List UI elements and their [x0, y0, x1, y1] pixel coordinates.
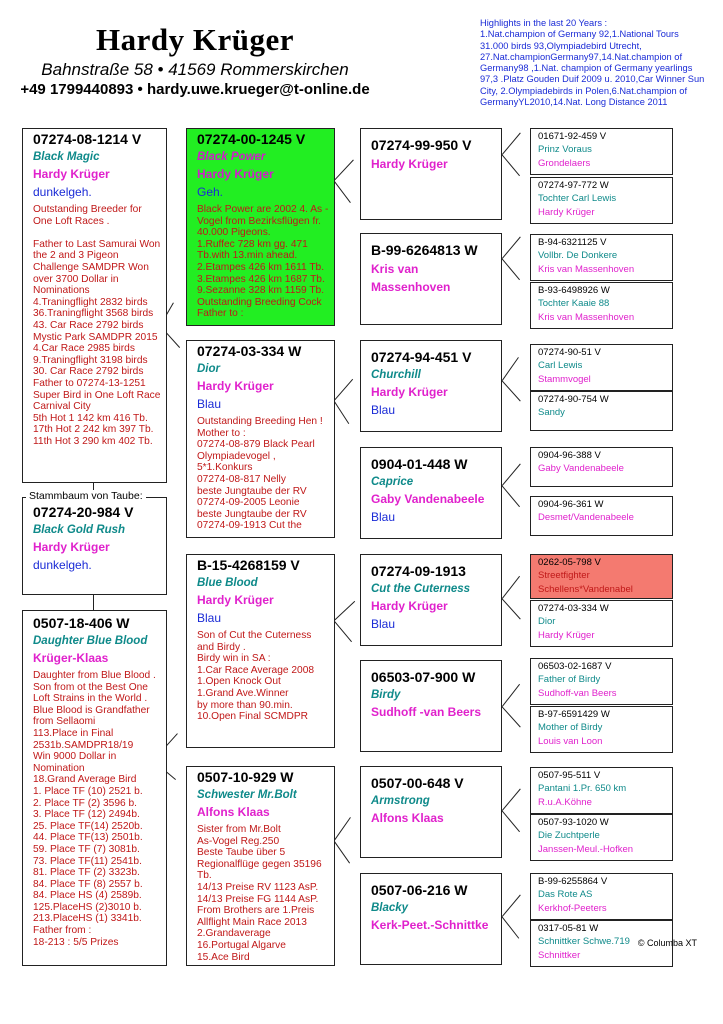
pigeon-name: Dior: [197, 363, 220, 375]
connector-line: [501, 258, 520, 280]
owner-name: Kerkhof-Peeters: [538, 903, 607, 914]
pedigree-card-fm[interactable]: [186, 340, 335, 538]
ring-number: 0904-01-448 W: [371, 456, 468, 472]
owner-name: Schellens*Vandenabel: [538, 584, 633, 595]
ring-number: B-93-6498926 W: [538, 285, 610, 296]
pedigree-card-gen4[interactable]: [530, 128, 673, 175]
pigeon-name: Carl Lewis: [538, 360, 583, 371]
owner-name: Hardy Krüger: [371, 385, 448, 399]
owner-name: Hardy Krüger: [538, 207, 595, 218]
connector-line: [333, 840, 350, 864]
ring-number: B-99-6255864 V: [538, 876, 608, 887]
connector-line: [501, 810, 520, 832]
ring-number: B-94-6321125 V: [538, 237, 607, 248]
ring-number: 0262-05-798 V: [538, 557, 601, 568]
pigeon-description: Daughter from Blue Blood . Son from ot the Best One Loft Strains in the World . Blue Blood is Grandfather from Sellaomi 113.Place in Final 2531b.SAMDPR18/19 Win 9000 Dollar in Nomination 18.Grand Average Bird 1. Place TF (10) 2521 b. 2. Place TF (2) 3596 b. 3. Place TF (12) 2494b. 25. Place TF(14) 2520b. 44. Place TF(13) 2501b. 59. Place TF (7) 3081b. 73. Place TF(11) 2541b. 81. Place TF (2) 3323b. 84. Place TF (8) 2557 b. 84. Place HS (4) 2589b. 125.PlaceHS (2)3010 b. 213.PlaceHS (1) 3341b. Father from : 18-213 : 5/5 Prizes: [33, 670, 156, 948]
pedigree-card-mother[interactable]: [22, 610, 167, 966]
breeder-contact: +49 1799440893 • hardy.uwe.krueger@t-online.de: [20, 81, 370, 98]
pigeon-name: Churchill: [371, 369, 421, 381]
connector-line: [501, 916, 519, 939]
pedigree-card-gen4[interactable]: [530, 177, 673, 224]
ring-number: 07274-20-984 V: [33, 504, 134, 520]
ring-number: 0507-00-648 V: [371, 775, 464, 791]
connector-line: [502, 684, 520, 707]
owner-name: Desmet/Vandenabeele: [538, 512, 634, 523]
owner-name: Hardy Krüger: [371, 157, 448, 171]
copyright-text: © Columba XT: [637, 938, 697, 948]
pigeon-color: Blau: [371, 510, 396, 524]
pedigree-card-gen4[interactable]: [530, 282, 673, 329]
connector-line: [502, 464, 521, 486]
pigeon-name: Blue Blood: [197, 577, 258, 589]
pigeon-name: Father of Birdy: [538, 674, 601, 685]
owner-name: Janssen-Meul.-Hofken: [538, 844, 634, 855]
pigeon-name: Black Magic: [33, 151, 100, 163]
connector-line: [502, 789, 521, 811]
owner-name: Hardy Krüger: [197, 167, 274, 181]
owner-name: Krüger-Klaas: [33, 651, 109, 665]
pigeon-description: Outstanding Breeding Hen ! Mother to : 07274-08-879 Black Pearl Olympiadevogel , 5*1.Konkurs 07274-08-817 Nelly beste Jungtaube der RV 07274-09-2005 Leonie beste Jungtaube der RV 07274-09-1913 Cut the: [197, 416, 323, 532]
pedigree-card-gen3[interactable]: [360, 873, 502, 965]
pedigree-card-gen4[interactable]: [530, 814, 673, 861]
pigeon-name: Black Gold Rush: [33, 524, 126, 536]
owner-name: Kris van Massenhoven: [538, 312, 635, 323]
pigeon-name: Daughter Blue Blood: [33, 635, 148, 647]
connector-line: [333, 400, 349, 424]
pedigree-card-gen4[interactable]: [530, 234, 673, 281]
owner-name: Gaby Vandenabeele: [538, 463, 624, 474]
ring-number: 06503-07-900 W: [371, 669, 476, 685]
ring-number: 0507-06-216 W: [371, 882, 468, 898]
ring-number: 07274-99-950 V: [371, 137, 472, 153]
owner-name: Kris van Massenhoven: [371, 262, 451, 294]
ring-number: 06503-02-1687 V: [538, 661, 612, 672]
connector-line: [334, 160, 354, 181]
owner-name: Hardy Krüger: [197, 379, 274, 393]
pigeon-name: Black Power: [197, 151, 266, 163]
pigeon-color: Blau: [371, 617, 396, 631]
ring-number: 0904-96-388 V: [538, 450, 601, 461]
breeder-name-title: Hardy Krüger: [96, 22, 294, 57]
pigeon-description: Sister from Mr.Bolt As-Vogel Reg.250 Beste Taube über 5 Regionalflüge gegen 35196 Tb. 14/13 Preise RV 1123 AsP. 14/13 Preise FG 1144 AsP. From Brothers are 1.Preis Allflight Main Race 2013 2.Grandaverage 16.Portugal Algarve 15.Ace Bird: [197, 824, 322, 963]
owner-name: Hardy Krüger: [33, 540, 110, 554]
owner-name: Stammvogel: [538, 374, 591, 385]
ring-number: B-99-6264813 W: [371, 242, 478, 258]
connector-line: [501, 154, 520, 176]
pedigree-card-gen4[interactable]: [530, 391, 673, 431]
pigeon-description: Outstanding Breeder for One Loft Races . Father to Last Samurai Won the 2 and 3 Pigeon Challenge SAMDPR Won over 3700 Dollar in Nominations 4.Traningflight 2832 birds 36.Traningflight 3568 birds 43. Car Race 2792 birds Mystic Park SAMDPR 2015 4.Car Race 2985 birds 9.Traningflight 3198 birds 30. Car Race 2792 birds Father to 07274-13-1251 Super Bird in One Loft Race Carnival City 5th Hot 1 142 km 416 Tb. 17th Hot 2 242 km 397 Tb. 11th Hot 3 290 km 402 Tb.: [33, 204, 161, 447]
owner-name: Kris van Massenhoven: [538, 264, 635, 275]
pigeon-name: Birdy: [371, 689, 401, 701]
pedigree-card-gen3[interactable]: [360, 340, 502, 432]
pedigree-card-father[interactable]: [22, 128, 167, 483]
owner-name: Alfons Klaas: [371, 811, 444, 825]
connector-line: [501, 485, 520, 507]
pigeon-color: Blau: [371, 403, 396, 417]
pedigree-card-gen4[interactable]: [530, 658, 673, 705]
pigeon-color: Blau: [197, 397, 222, 411]
connector-line: [333, 180, 351, 203]
pedigree-card-gen4[interactable]: [530, 496, 673, 536]
ring-number: B-97-6591429 W: [538, 709, 610, 720]
owner-name: Schnittker: [538, 950, 581, 961]
owner-name: Hardy Krüger: [197, 593, 274, 607]
owner-name: Hardy Krüger: [371, 599, 448, 613]
pigeon-name: Armstrong: [371, 795, 430, 807]
ring-number: 07274-97-772 W: [538, 180, 609, 191]
ring-number: 07274-03-334 W: [197, 343, 302, 359]
owner-name: R.u.A.Köhne: [538, 797, 592, 808]
ring-number: 0507-18-406 W: [33, 615, 130, 631]
pigeon-name: Das Rote AS: [538, 889, 593, 900]
ring-number: 0904-96-361 W: [538, 499, 604, 510]
pedigree-card-gen4[interactable]: [530, 706, 673, 753]
pigeon-name: Mother of Birdy: [538, 722, 603, 733]
connector-line: [93, 595, 94, 610]
pedigree-card-gen3[interactable]: [360, 447, 502, 539]
connector-line: [334, 817, 351, 841]
pigeon-description: Son of Cut the Cuterness and Birdy . Birdy win in SA : 1.Car Race Average 2008 1.Open Knock Out 1.Grand Ave.Winner by more than 90.min. 10.Open Final SCMDPR: [197, 630, 315, 723]
connector-line: [501, 706, 520, 727]
ring-number: 07274-03-334 W: [538, 603, 609, 614]
pigeon-name: Prinz Voraus: [538, 144, 592, 155]
ring-number: B-15-4268159 V: [197, 557, 300, 573]
pigeon-name: Streetfighter: [538, 570, 590, 581]
owner-name: Grondelaers: [538, 158, 591, 169]
ring-number: 07274-09-1913: [371, 563, 466, 579]
owner-name: Kerk-Peet.-Schnittke: [371, 918, 489, 932]
connector-line: [333, 620, 352, 642]
ring-number: 0507-93-1020 W: [538, 817, 609, 828]
pedigree-card-gen3[interactable]: [360, 128, 502, 220]
pigeon-color: Blau: [197, 611, 222, 625]
pedigree-label: Stammbaum von Taube:: [26, 490, 146, 502]
ring-number: 01671-92-459 V: [538, 131, 607, 142]
connector-line: [501, 380, 520, 401]
ring-number: 07274-90-51 V: [538, 347, 601, 358]
pedigree-card-gen3[interactable]: [360, 660, 502, 752]
pedigree-card-gen4[interactable]: [530, 344, 673, 391]
pedigree-card-gen4-highlight[interactable]: [530, 554, 673, 599]
connector-line: [502, 576, 520, 599]
connector-line: [502, 133, 521, 155]
ring-number: 0507-95-511 V: [538, 770, 601, 781]
connector-line: [502, 895, 521, 917]
pigeon-color: dunkelgeh.: [33, 558, 92, 572]
owner-name: Sudhoff -van Beers: [371, 705, 482, 719]
pigeon-name: Schnittker Schwe.719: [538, 936, 630, 947]
pigeon-name: Caprice: [371, 476, 414, 488]
owner-name: Alfons Klaas: [197, 805, 270, 819]
owner-name: Hardy Krüger: [538, 630, 595, 641]
owner-name: Gaby Vandenabeele: [371, 492, 485, 506]
pigeon-name: Vollbr. De Donkere: [538, 250, 618, 261]
pedigree-card-gen4[interactable]: [530, 447, 673, 487]
pedigree-card-gen3[interactable]: [360, 554, 502, 646]
pigeon-name: Schwester Mr.Bolt: [197, 789, 297, 801]
pigeon-name: Die Zuchtperle: [538, 830, 600, 841]
pedigree-card-gen4[interactable]: [530, 873, 673, 920]
pigeon-name: Blacky: [371, 902, 409, 914]
connector-line: [334, 601, 355, 621]
pigeon-name: Tochter Carl Lewis: [538, 193, 617, 204]
ring-number: 07274-08-1214 V: [33, 131, 142, 147]
pedigree-card-gen3[interactable]: [360, 233, 502, 325]
owner-name: Hardy Krüger: [33, 167, 110, 181]
pedigree-card-subject[interactable]: [22, 497, 167, 595]
ring-number: 07274-90-754 W: [538, 394, 609, 405]
pedigree-card-ff[interactable]: [186, 128, 335, 326]
pigeon-name: Dior: [538, 616, 556, 627]
pedigree-card-gen4[interactable]: [530, 767, 673, 814]
ring-number: 07274-94-451 V: [371, 349, 472, 365]
connector-line: [501, 598, 520, 619]
connector-line: [502, 357, 519, 381]
pigeon-description: Black Power are 2002 4. As -Vogel from Bezirksflügen fr. 40.000 Pigeons. 1.Ruffec 728 km gg. 471 Tb.with 13.min ahead. 2.Etampes 426 km 1611 Tb. 3.Etampes 426 km 1687 Tb. 9.Sezanne 328 km 1159 Tb. Outstanding Breeding Cock Father to :: [197, 204, 329, 320]
owner-name: Sudhoff-van Beers: [538, 688, 617, 699]
pedigree-card-gen4[interactable]: [530, 600, 673, 647]
connector-line: [334, 379, 353, 401]
ring-number: 0317-05-81 W: [538, 923, 599, 934]
pigeon-color: Geh.: [197, 185, 224, 199]
ring-number: 0507-10-929 W: [197, 769, 294, 785]
pedigree-card-mm[interactable]: [186, 766, 335, 966]
pigeon-name: Cut the Cuterness: [371, 583, 471, 595]
owner-name: Louis van Loon: [538, 736, 603, 747]
pigeon-name: Sandy: [538, 407, 565, 418]
pedigree-card-gen3[interactable]: [360, 766, 502, 858]
pigeon-color: dunkelgeh.: [33, 185, 92, 199]
ring-number: 07274-00-1245 V: [197, 131, 306, 147]
pedigree-card-mf[interactable]: [186, 554, 335, 748]
connector-line: [502, 237, 521, 259]
highlights-text: Highlights in the last 20 Years : 1.Nat.champion of Germany 92,1.National Tours 31.000 birds 93,Olympiadebird Utrecht, 27.Nat.championGermany97,14.Nat.champion of Germany98 ,1.Nat. champion of Germany yearlings 97,3 .Platz Gouden Duif 2009 u. 2010,Car Winner Sun City, 2.Olympiadebirds in Polen,6.Nat.champion of GermanyYL2010,14.Nat. Long Distance 2011: [480, 18, 705, 108]
breeder-address: Bahnstraße 58 • 41569 Rommerskirchen: [41, 60, 349, 79]
pigeon-name: Pantani 1.Pr. 650 km: [538, 783, 627, 794]
pigeon-name: Tochter Kaaie 88: [538, 298, 610, 309]
